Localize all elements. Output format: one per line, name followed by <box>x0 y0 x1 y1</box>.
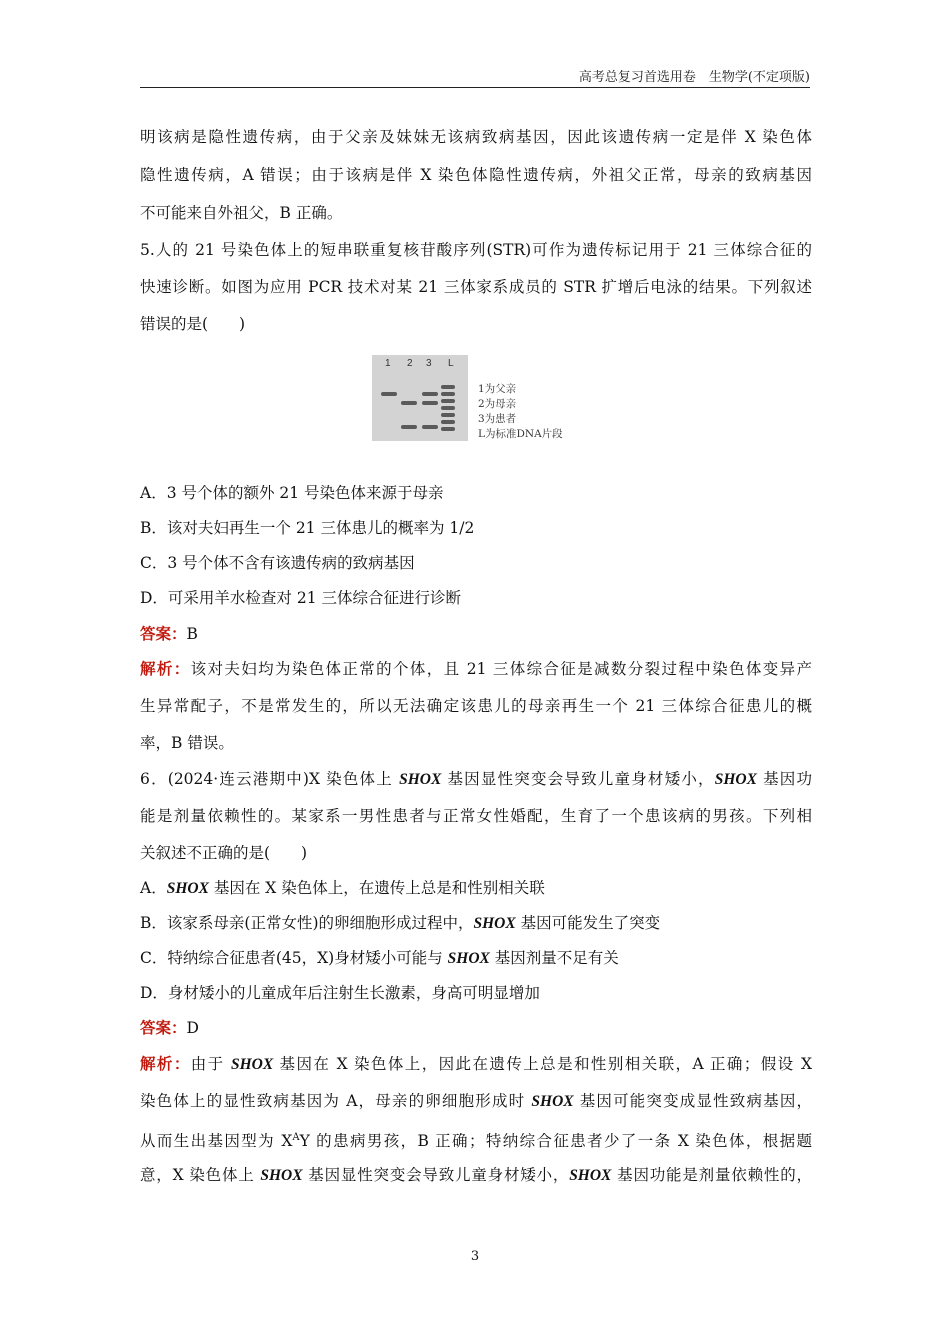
q6-option-a <box>140 878 812 899</box>
q6-analysis-line-4 <box>140 1165 812 1186</box>
ladder-band <box>441 385 455 389</box>
text: 基因显性突变会导致儿童身材矮小， <box>302 1166 570 1184</box>
prev-analysis-line-2: 隐性遗传病，A 错误；由于该病是伴 X 染色体隐性遗传病，外祖父正常，母亲的致病基因 <box>140 166 812 184</box>
text: 基因在 X 染色体上，在遗传上总是和性别相关联 <box>208 879 545 897</box>
header-title: 高考总复习首选用卷 生物学(不定项版) <box>578 70 810 85</box>
q5-option-c: C．3 号个体不含有该遗传病的致病基因 <box>140 554 415 572</box>
gene-name: SHOX <box>230 1056 274 1073</box>
electrophoresis-figure <box>372 355 582 443</box>
answer-label: 答案： <box>140 1018 187 1037</box>
q6-stem-line-3: 关叙述不正确的是( ) <box>140 844 308 862</box>
prev-analysis-line-1: 明该病是隐性遗传病，由于父亲及妹妹无该病致病基因，因此该遗传病一定是伴 X 染色体 <box>140 128 812 146</box>
gene-name: SHOX <box>447 950 490 967</box>
q5-option-d: D．可采用羊水检查对 21 三体综合征进行诊断 <box>140 589 462 607</box>
gene-name: SHOX <box>166 880 209 897</box>
gene-name: SHOX <box>399 771 442 788</box>
text: 基因功能是剂量依赖性的， <box>611 1166 812 1184</box>
superscript: A <box>292 1132 300 1143</box>
answer-value: B <box>186 625 198 643</box>
analysis-label: 解析： <box>140 1054 191 1073</box>
text: 基因显性突变会导致儿童身材矮小， <box>441 770 715 788</box>
legend-item: 1为父亲 <box>478 383 517 395</box>
q5-option-b: B．该对夫妇再生一个 21 三体患儿的概率为 1/2 <box>140 519 475 537</box>
text: 意，X 染色体上 <box>140 1166 261 1184</box>
q5-stem-line-3: 错误的是( ) <box>140 315 246 333</box>
ladder-band <box>441 413 455 417</box>
ladder-band <box>441 406 455 410</box>
legend-item: 2为母亲 <box>478 398 517 410</box>
text: A． <box>140 879 167 897</box>
gel-band <box>422 425 438 429</box>
gene-name: SHOX <box>260 1167 303 1184</box>
text: 基因剂量不足有关 <box>489 949 619 967</box>
gene-name: SHOX <box>473 915 516 932</box>
page-number: 3 <box>470 1249 480 1264</box>
gene-name: SHOX <box>714 771 757 788</box>
text: 基因可能突变成显性致病基因， <box>573 1092 812 1110</box>
figure-legend <box>478 382 563 442</box>
q5-stem-line-2: 快速诊断。如图为应用 PCR 技术对某 21 三体家系成员的 STR 扩增后电泳的结果。下列叙述 <box>140 278 812 296</box>
lane-label-2: 2 <box>407 358 413 369</box>
gel-band <box>401 425 417 429</box>
answer-label: 答案： <box>140 624 187 643</box>
text: B．该家系母亲(正常女性)的卵细胞形成过程中， <box>140 914 474 932</box>
legend-item: 3为患者 <box>478 413 517 425</box>
prev-analysis-line-3: 不可能来自外祖父，B 正确。 <box>140 204 343 222</box>
text: 基因在 X 染色体上，因此在遗传上总是和性别相关联，A 正确；假设 X <box>273 1055 812 1073</box>
q6-answer <box>140 1018 812 1038</box>
ladder-band <box>441 399 455 403</box>
ladder-band <box>441 420 455 424</box>
q5-answer <box>140 624 812 644</box>
answer-value: D <box>186 1019 199 1037</box>
legend-item: L为标准DNA片段 <box>478 428 563 440</box>
gel-band <box>381 392 397 396</box>
q5-analysis-line-1 <box>140 659 812 679</box>
q6-stem-line-2: 能是剂量依赖性的。某家系一男性患者与正常女性婚配，生育了一个患该病的男孩。下列相 <box>140 807 812 825</box>
text: 基因可能发生了突变 <box>515 914 661 932</box>
q5-option-a: A．3 号个体的额外 21 号染色体来源于母亲 <box>140 484 444 502</box>
gel-band <box>401 401 417 405</box>
q5-stem-line-1: 5.人的 21 号染色体上的短串联重复核苷酸序列(STR)可作为遗传标记用于 21 三体综合征的 <box>140 241 812 259</box>
text: C．特纳综合征患者(45，X)身材矮小可能与 <box>140 949 448 967</box>
text: 从而生出基因型为 X <box>140 1132 293 1151</box>
lane-label-L: L <box>448 358 454 369</box>
gel-image <box>372 355 468 441</box>
text: 6．(2024·连云港期中)X 染色体上 <box>140 770 400 788</box>
text: 基因功 <box>756 770 812 788</box>
q6-option-c <box>140 948 812 969</box>
ladder-band <box>441 427 455 431</box>
gene-name: SHOX <box>531 1093 574 1110</box>
text: 染色体上的显性致病基因为 A，母亲的卵细胞形成时 <box>140 1092 532 1110</box>
q6-analysis-line-1 <box>140 1054 812 1075</box>
analysis-label: 解析： <box>140 659 191 678</box>
text: Y 的患病男孩，B 正确；特纳综合征患者少了一条 X 染色体，根据题 <box>299 1132 812 1151</box>
q6-option-d: D．身材矮小的儿童成年后注射生长激素，身高可明显增加 <box>140 984 540 1002</box>
gel-band <box>422 392 438 396</box>
q5-analysis-line-2: 生异常配子，不是常发生的，所以无法确定该患儿的母亲再生一个 21 三体综合征患儿的概 <box>140 697 812 715</box>
analysis-text: 该对夫妇均为染色体正常的个体，且 21 三体综合征是减数分裂过程中染色体变异产 <box>190 660 812 678</box>
ladder-band <box>441 392 455 396</box>
text: 由于 <box>190 1055 231 1073</box>
q5-analysis-line-3: 率，B 错误。 <box>140 734 234 752</box>
q6-stem-line-1 <box>140 769 812 790</box>
gene-name: SHOX <box>569 1167 612 1184</box>
lane-label-3: 3 <box>426 358 432 369</box>
gel-band <box>422 401 438 405</box>
lane-label-1: 1 <box>385 358 391 369</box>
header-rule <box>140 87 810 88</box>
q6-analysis-line-3 <box>140 1128 812 1151</box>
q6-option-b <box>140 913 812 934</box>
q6-analysis-line-2 <box>140 1091 812 1112</box>
